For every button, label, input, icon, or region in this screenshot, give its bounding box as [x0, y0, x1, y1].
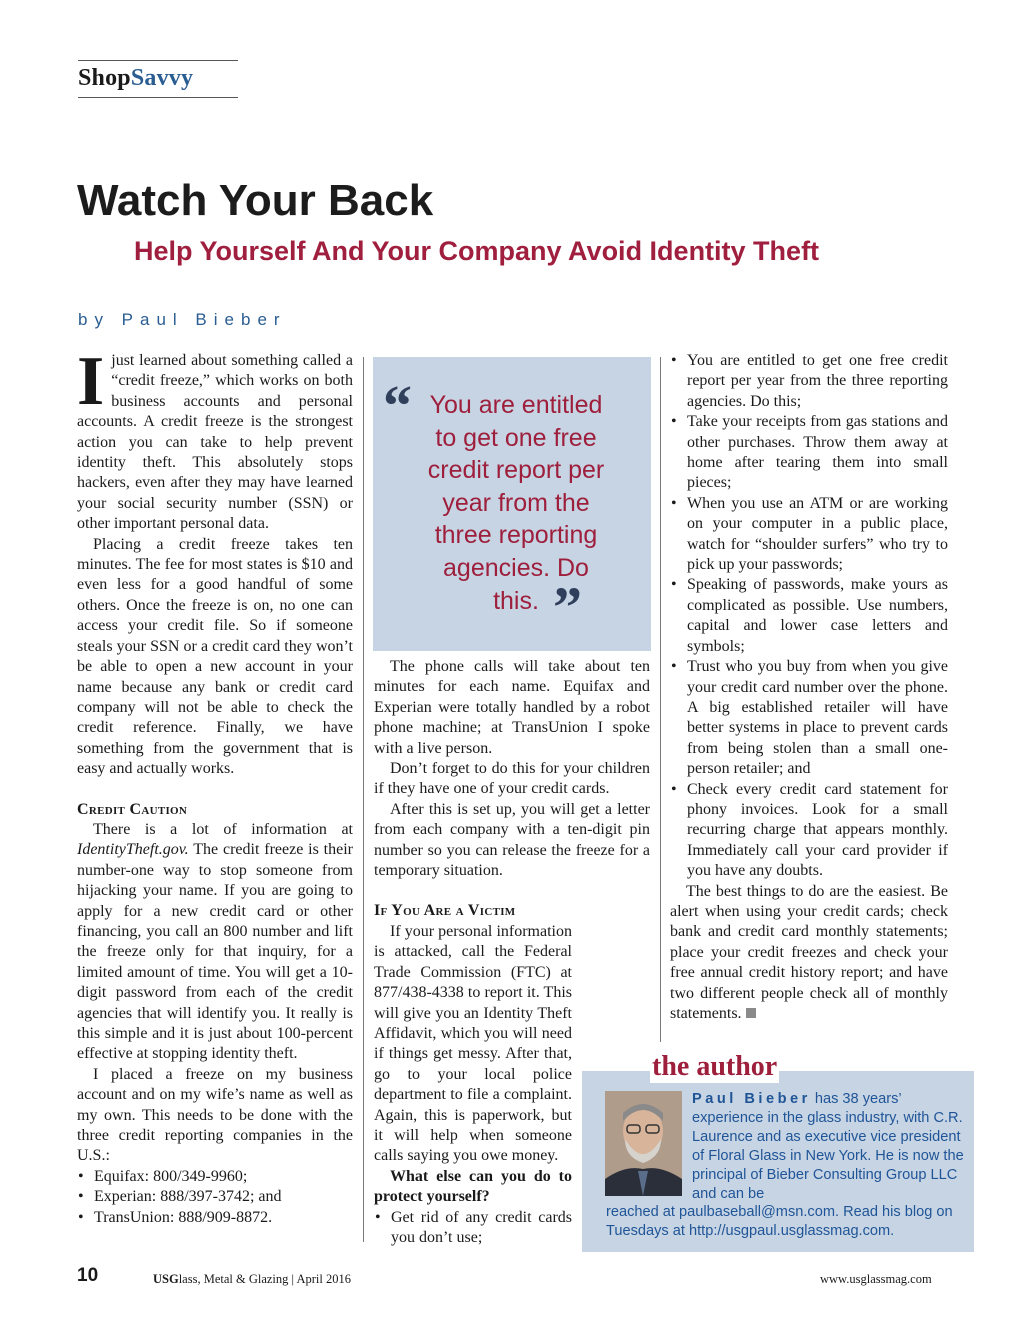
article-column-1 — [77, 343, 353, 1228]
author-bio — [606, 1090, 966, 1241]
credit-bureau-list — [77, 1167, 353, 1228]
section-title-savvy: Savvy — [130, 65, 194, 91]
list-item: • Get rid of any credit cards you don’t use; — [374, 1208, 572, 1249]
pull-quote — [373, 357, 651, 651]
open-quote-icon: “ — [383, 373, 412, 438]
closing-paragraph — [670, 882, 948, 1025]
column-divider — [363, 357, 364, 1242]
article-headline: Watch Your Back — [77, 176, 434, 225]
list-item: • Check every credit card statement for phony invoices. Look for a small recurring charge that appears monthly. Immediately call your card provider if you have any doubts. — [670, 780, 948, 882]
magazine-url[interactable]: www.usglassmag.com — [820, 1272, 932, 1286]
magazine-name — [153, 1272, 351, 1287]
list-item: • Trust who you buy from when you give your credit card number over the phone. A big established retailer will have better systems in place to prevent cards from being stolen than a small one-person retailer; and — [670, 657, 948, 779]
author-name: Paul Bieber — [692, 1091, 811, 1107]
closing-text: The best things to do are the easiest. Be alert when using your credit cards; check bank and credit card monthly statements; place your credit freezes and check your free annual credit history report; and have two different people check all of monthly statements. — [670, 882, 948, 1022]
column-divider — [660, 357, 661, 1042]
list-item: • TransUnion: 888/909-8872. — [77, 1208, 353, 1228]
paragraph: Don’t forget to do this for your children if they have one of your credit cards. — [374, 760, 650, 798]
list-item: • When you use an ATM or are working on your computer in a public place, watch for “shoulder surfers” who try to pick up your passwords; — [670, 494, 948, 576]
paragraph — [77, 820, 353, 1065]
drop-cap: I — [77, 343, 105, 420]
intro-text: just learned about something called a “credit freeze,” which works on both business accounts and personal accounts. A credit freeze is the strongest action you can take to help prevent identity theft. This absolutely stops hackers, even after they may have learned your social security number (SSN) or other important personal data. — [77, 352, 353, 533]
protect-question: What else can you do to protect yourself? — [374, 1167, 572, 1206]
author-bio-top — [606, 1090, 966, 1203]
list-item: • Take your receipts from gas stations and other purchases. Throw them away at home after tearing them into small pieces; — [670, 412, 948, 494]
paragraph: I placed a freeze on my business account and on my wife’s name as well as my own. This needs to be done with the three credit reporting companies in the U.S.: — [77, 1065, 353, 1165]
paragraph-rest: The credit freeze is their number-one way to stop someone from hijacking your name. If you are going to apply for a new credit card or other financing, you call an 800 number and lift the freeze only for that inquiry, for a limited amount of time. You will get a 10-digit password from each of the credit agencies that will identify you. It really is this simple and it is just about 100-percent effective at stopping identity theft. — [77, 841, 353, 1063]
article-byline: by Paul Bieber — [78, 310, 287, 329]
tips-list — [670, 351, 948, 882]
list-item: • You are entitled to get one free credit report per year from the three reporting agencies. Do this; — [670, 351, 948, 412]
end-mark-icon — [746, 1008, 756, 1018]
pull-quote-text — [373, 389, 651, 617]
close-quote-icon: ” — [553, 575, 582, 640]
article-subheadline: Help Yourself And Your Company Avoid Identity Theft — [134, 236, 820, 266]
section-label — [78, 60, 238, 100]
article-column-3 — [670, 351, 948, 1024]
pull-quote-body: You are entitled to get one free credit report per year from the three reporting agencies. Do this. — [427, 391, 605, 615]
footer-separator: | — [291, 1272, 295, 1286]
victim-text: If your personal information is attacked, call the Federal Trade Commission (FTC) at 877/438-4338 to report it. This will give you an Identity Theft Affidavit, which you will need if things get messy. After that, go to your local police department to file a complaint. Again, this is paperwork, but it will help when someone calls saying you owe money. — [374, 922, 572, 1165]
author-box-title: the author — [652, 1051, 778, 1082]
section-title — [78, 65, 193, 92]
issue-date: April 2016 — [296, 1272, 351, 1286]
list-item: • Speaking of passwords, make yours as complicated as possible. Use numbers, capital and lower case letters and symbols; — [670, 575, 948, 657]
page-number: 10 — [77, 1265, 99, 1286]
section-rule-bottom — [78, 97, 238, 98]
author-contact: reached at paulbaseball@msn.com. Read his blog on Tuesdays at http://usgpaul.usglassmag.com. — [606, 1204, 953, 1240]
section-title-shop: Shop — [78, 65, 131, 91]
paragraph-intro — [77, 343, 353, 535]
list-item: • Experian: 888/397-3742; and — [77, 1187, 353, 1207]
magazine-name-rest: lass, Metal & Glazing — [178, 1272, 289, 1286]
section-rule-top — [78, 60, 238, 61]
paragraph-lead: There is a lot of information at — [93, 820, 353, 838]
magazine-name-bold: USG — [153, 1272, 179, 1286]
paragraph: Placing a credit freeze takes ten minutes. The fee for most states is $10 and even less for a good handful of some others. Once the freeze is on, no one can access your credit file. So if someone steals your SSN or a credit card they won’t be able to open a new account in your name because any bank or credit card company will not be able to check the credit reference. Finally, we have something from the government that is easy and actually works. — [77, 535, 353, 778]
section-subhead-credit-caution: Credit Caution — [77, 800, 188, 818]
identitytheft-link[interactable]: IdentityTheft.gov. — [77, 841, 189, 859]
paragraph: The phone calls will take about ten minutes for each name. Equifax and Experian were totally handled by a robot phone machine; at TransUnion I spoke with a live person. — [374, 658, 650, 757]
list-item: • Equifax: 800/349-9960; — [77, 1167, 353, 1187]
paragraph: After this is set up, you will get a letter from each company with a ten-digit pin number so you can release the freeze for a temporary situation. — [374, 800, 650, 880]
section-subhead-victim: If You Are a Victim — [374, 902, 516, 920]
author-bio-text: has 38 years’ experience in the glass industry, with C.R. Laurence and as executive vice president of Floral Glass in New York. He is now the principal of Bieber Consulting Group LLC and can be — [692, 1091, 964, 1202]
